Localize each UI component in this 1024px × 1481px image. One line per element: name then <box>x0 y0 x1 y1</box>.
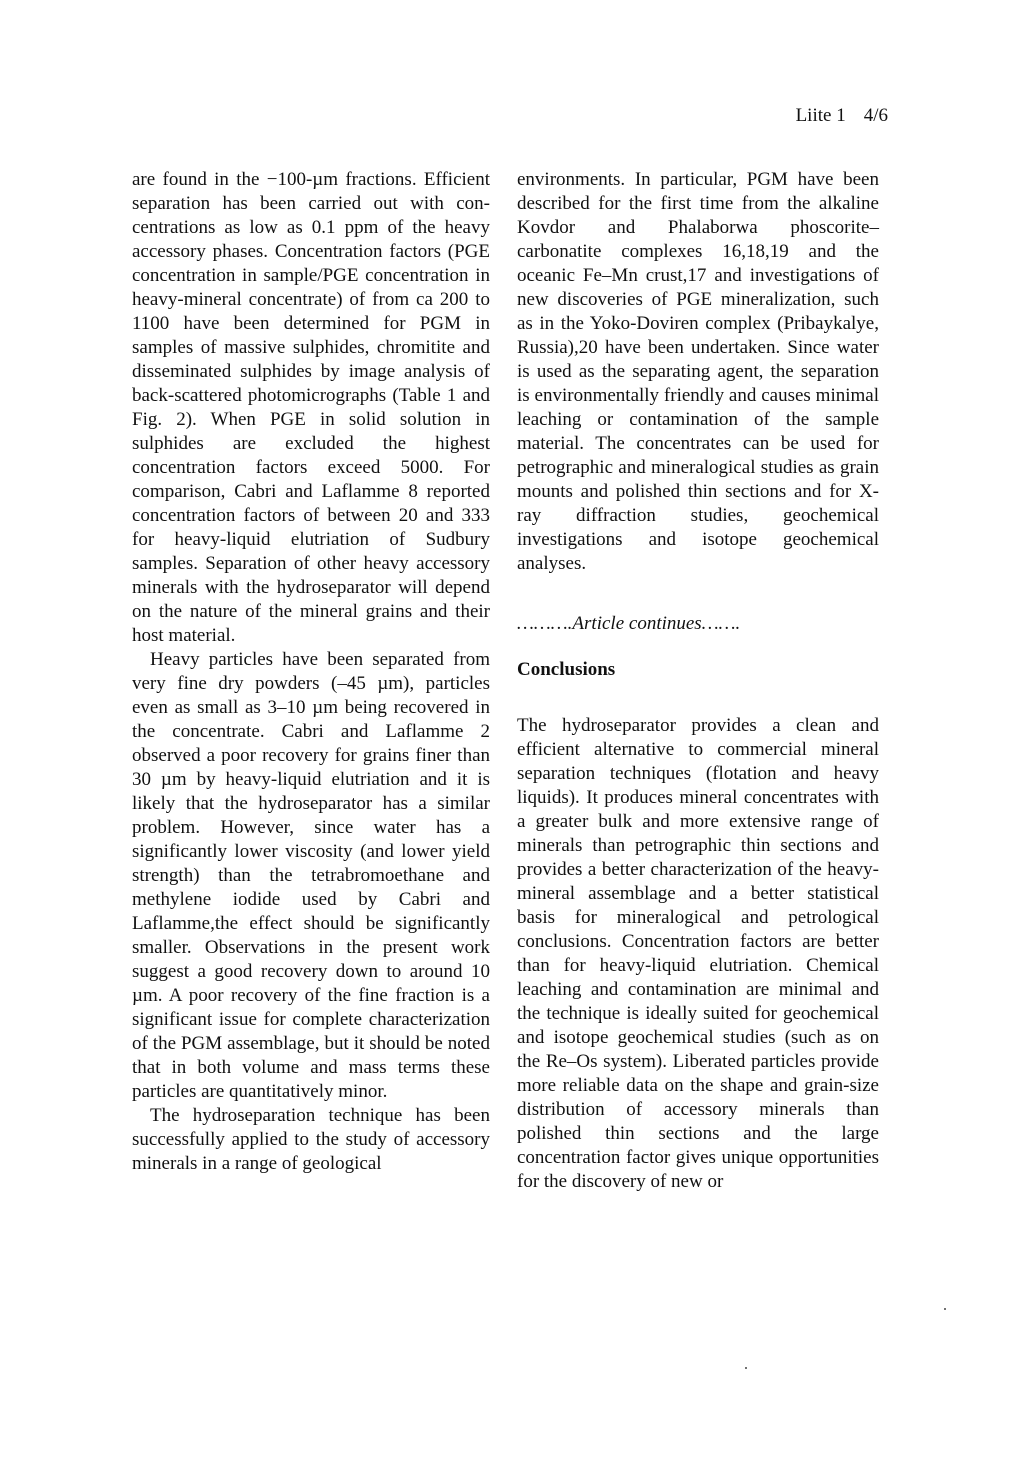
paragraph-left-1: are found in the −100-µm fractions. Efficient separation has been carried out with con-centrations as low as 0.1 ppm of the heavy accessory phases. Concentration factors (PGE concentration in sample/PGE concentration in heavy-mineral concentrate) of from ca 200 to 1100 have been determined for PGM in samples of massive sulphides, chromitite and disseminated sulphides by image analysis of back-scattered photomicrographs (Table 1 and Fig. 2). When PGE in solid solution in sulphides are excluded the highest concentration factors exceed 5000. For comparison, Cabri and Laflamme 8 reported concentration factors of between 20 and 333 for heavy-liquid elutriation of Sudbury samples. Separation of other heavy accessory minerals with the hydroseparator will depend on the nature of the mineral grains and their host material. <box>132 169 490 646</box>
paragraph-right-1: environments. In particular, PGM have been described for the first time from the alkaline Kovdor and Phalaborwa phoscorite–carbonatite complexes 16,18,19 and the oceanic Fe–Mn crust,17 and investigations of new discoveries of PGE mineralization, such as in the Yoko-Doviren complex (Pribaykalye, Russia),20 have been undertaken. Since water is used as the separating agent, the separation is environmentally friendly and causes minimal leaching or contamination of the sample material. The concentrates can be used for petrographic and mineralogical studies as grain mounts and polished thin sections and for X-ray diffraction studies, geochemical investigations and isotope geochemical analyses. <box>517 169 879 574</box>
conclusions-heading: Conclusions <box>517 659 616 680</box>
left-column <box>132 168 490 1176</box>
paragraph-left-3: The hydroseparation technique has been successfully applied to the study of accessory minerals in a range of geological <box>132 1105 490 1174</box>
page-header <box>796 104 888 128</box>
conclusions-paragraph: The hydroseparator provides a clean and efficient alternative to commercial mineral separation techniques (flotation and heavy liquids). It produces mineral concentrates with a greater bulk and more extensive range of minerals than petrographic thin sections and provides a better characterization of the heavy-mineral assemblage and a better statistical basis for mineralogical and petrological conclusions. Concentration factors are better than for heavy-liquid elutriation. Chemical leaching and contamination are minimal and the technique is ideally suited for geochemical and isotope geochemical studies (such as on the Re–Os system). Liberated particles provide more reliable data on the shape and grain-size distribution of accessory minerals than polished thin sections and the large concentration factor gives unique opportunities for the discovery of new or <box>517 715 879 1192</box>
right-column <box>517 168 879 1194</box>
page-number: 4/6 <box>863 105 888 126</box>
paragraph-left-2: Heavy particles have been separated from very fine dry powders (–45 µm), particles even as small as 3–10 µm being recovered in the concentrate. Cabri and Laflamme 2 observed a poor recovery for grains finer than 30 µm by heavy-liquid elutriation and it is likely that the hydroseparator has a similar problem. However, since water has a significantly lower viscosity (and lower yield strength) than the tetrabromoethane and methylene iodide used by Cabri and Laflamme,the effect should be significantly smaller. Observations in the present work suggest a good recovery down to around 10 µm. A poor recovery of the fine fraction is a significant issue for complete characterization of the PGM assemblage, but it should be noted that in both volume and mass terms these particles are quantitatively minor. <box>132 649 490 1102</box>
scan-speck <box>944 1308 946 1310</box>
article-continues-note: ……….Article continues……. <box>517 613 741 634</box>
header-label: Liite 1 <box>795 105 846 126</box>
scan-speck <box>745 1367 747 1369</box>
